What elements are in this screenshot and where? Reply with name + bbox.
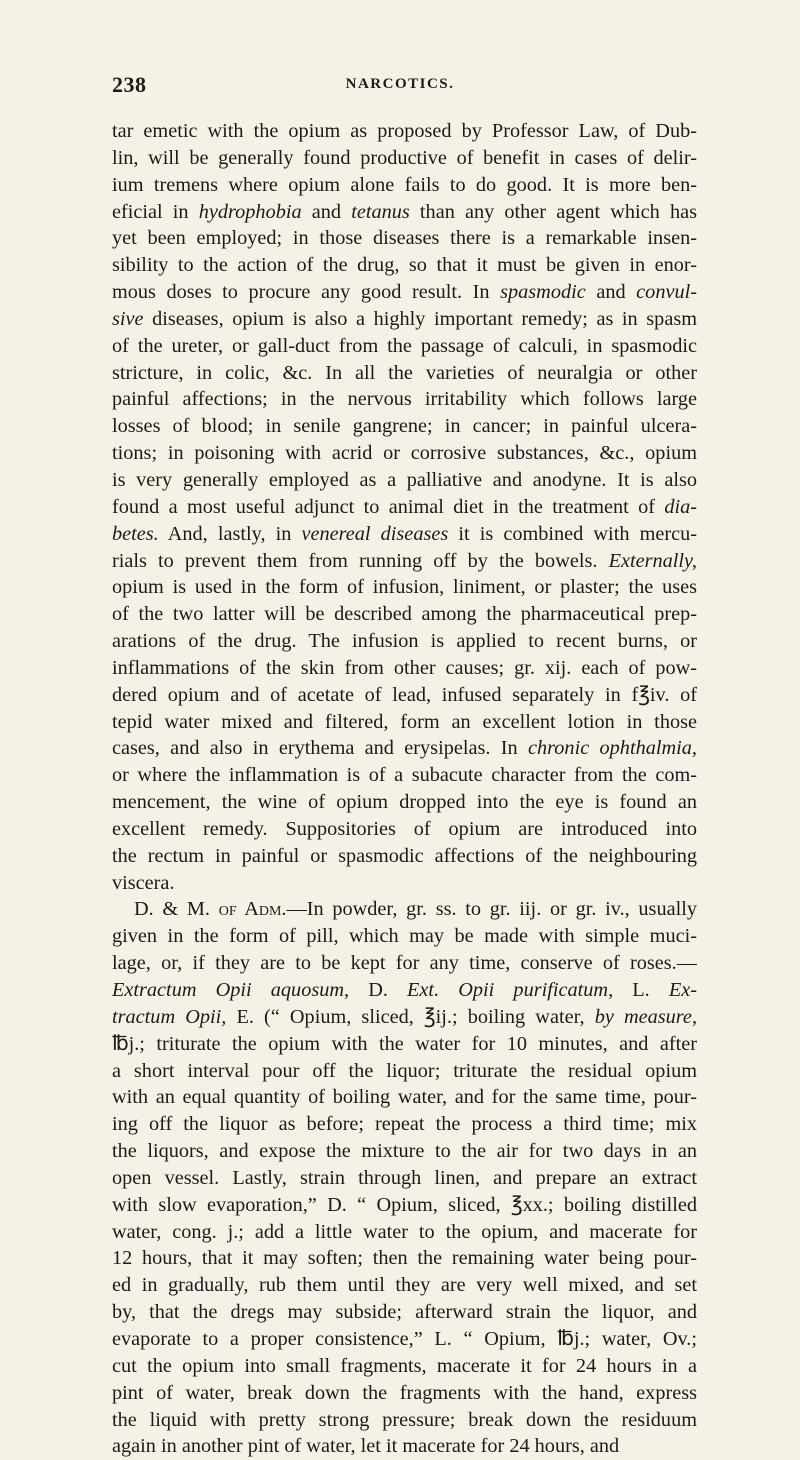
text-line: [112, 1084, 697, 1111]
italic-term: spasmodic: [500, 281, 586, 304]
text-run: ℔j.; triturate the opium with the water for 10 minutes, and after: [112, 1032, 697, 1055]
text-line: [112, 386, 697, 413]
text-run: painful affections; in the nervous irritability which follows large: [112, 388, 697, 411]
italic-term: tetanus: [351, 200, 410, 223]
text-line: [112, 413, 697, 440]
text-run: tions; in poisoning with acrid or corrosive substances, &c., opium: [112, 442, 697, 465]
text-line: [112, 923, 697, 950]
text-run: dered opium and of acetate of lead, infused separately in f℥iv. of: [112, 683, 697, 706]
running-head: NARCOTICS.: [345, 76, 455, 92]
text-run: arations of the drug. The infusion is applied to recent burns, or: [112, 630, 697, 653]
text-run: with slow evaporation,” D. “ Opium, sliced, ℥xx.; boiling distilled: [112, 1193, 697, 1216]
text-run: 12 hours, that it may soften; then the remaining water being pour-: [112, 1247, 697, 1270]
text-run: —In powder, gr. ss. to gr. iij. or gr. iv., usually: [286, 898, 697, 921]
text-run: open vessel. Lastly, strain through linen, and prepare an extract: [112, 1166, 697, 1189]
text-run: by, that the dregs may subside; afterward strain the liquor, and: [112, 1301, 697, 1324]
text-line: [112, 467, 697, 494]
text-run: eficial in: [112, 200, 199, 223]
text-run: opium is used in the form of infusion, liniment, or plaster; the uses: [112, 576, 697, 599]
text-line: [112, 1245, 697, 1272]
italic-term: Externally,: [608, 549, 697, 572]
text-line: [112, 601, 697, 628]
text-run: yet been employed; in those diseases there is a remarkable insen-: [112, 227, 697, 250]
text-line: [112, 655, 697, 682]
italic-term: sive: [112, 307, 144, 330]
text-run: lin, will be generally found productive of benefit in cases of delir-: [112, 146, 697, 169]
text-line: [112, 816, 697, 843]
text-run: losses of blood; in senile gangrene; in cancer; in painful ulcera-: [112, 415, 697, 438]
text-line: [112, 1058, 697, 1085]
text-run: found a most useful adjunct to animal diet in the treatment of: [112, 495, 665, 518]
text-run: cut the opium into small fragments, macerate it for 24 hours in a: [112, 1354, 697, 1377]
text-line: [112, 279, 697, 306]
text-line: [112, 1219, 697, 1246]
text-line: [112, 252, 697, 279]
text-line: [112, 1272, 697, 1299]
italic-term: Extractum Opii aquosum,: [112, 979, 350, 1001]
text-run: sibility to the action of the drug, so that it must be given in enor-: [112, 254, 697, 277]
text-line: [112, 118, 697, 145]
text-line: [112, 574, 697, 601]
text-line: [112, 1004, 697, 1031]
text-line: [112, 1380, 697, 1407]
italic-term: Ext. Opii purificatum,: [407, 979, 614, 1001]
text-line: [112, 1192, 697, 1219]
text-run: L.: [613, 979, 669, 1001]
text-line: [112, 628, 697, 655]
text-line: [112, 950, 697, 977]
text-run: evaporate to a proper consistence,” L. “ Opium, ℔j.; water, Ov.;: [112, 1327, 697, 1350]
text-line: [112, 1353, 697, 1380]
text-line: [112, 762, 697, 789]
text-line: [112, 1111, 697, 1138]
text-run: the liquid with pretty strong pressure; break down the residuum: [112, 1408, 697, 1431]
text-line: [112, 360, 697, 387]
text-line: [112, 548, 697, 575]
text-run: stricture, in colic, &c. In all the varieties of neuralgia or other: [112, 361, 697, 384]
text-run: pint of water, break down the fragments with the hand, express: [112, 1381, 697, 1404]
text-line: [112, 1326, 697, 1353]
text-run: viscera.: [112, 871, 175, 894]
body-text: [112, 118, 697, 1460]
text-run: cases, and also in erythema and erysipelas. In: [112, 737, 528, 760]
text-line: [112, 306, 697, 333]
italic-term: betes.: [112, 522, 159, 545]
text-line: [112, 896, 697, 923]
text-run: E. (“ Opium, sliced, ℥ij.; boiling water,: [226, 1005, 595, 1028]
text-line: [112, 199, 697, 226]
text-run: inflammations of the skin from other causes; gr. xij. each of pow-: [112, 656, 697, 679]
text-run: excellent remedy. Suppositories of opium are introduced into: [112, 817, 697, 840]
text-run: D.: [349, 979, 408, 1001]
text-line: [112, 494, 697, 521]
text-run: the liquors, and expose the mixture to the air for two days in an: [112, 1140, 697, 1163]
text-run: than any other agent which has: [409, 200, 697, 223]
text-line: [112, 521, 697, 548]
text-run: with an equal quantity of boiling water, and for the same time, pour-: [112, 1086, 697, 1109]
small-caps-term: of Adm.: [218, 898, 287, 921]
text-run: of the ureter, or gall-duct from the passage of calculi, in spasmodic: [112, 334, 697, 357]
text-run: D. & M.: [134, 898, 219, 921]
italic-term: convul-: [636, 281, 697, 304]
text-run: is very generally employed as a palliative and anodyne. It is also: [112, 468, 697, 491]
text-run: ed in gradually, rub them until they are very well mixed, and set: [112, 1274, 697, 1297]
text-line: [112, 709, 697, 736]
italic-term: Ex-: [668, 979, 697, 1001]
italic-term: venereal diseases: [301, 522, 449, 545]
text-line: [112, 172, 697, 199]
text-run: water, cong. j.; add a little water to the opium, and macerate for: [112, 1220, 697, 1243]
page-header: [0, 0, 800, 110]
text-line: [112, 1031, 697, 1058]
text-line: [112, 440, 697, 467]
text-line: [112, 682, 697, 709]
text-run: ing off the liquor as before; repeat the process a third time; mix: [112, 1113, 697, 1136]
italic-term: hydrophobia: [198, 200, 302, 223]
text-run: given in the form of pill, which may be made with simple muci-: [112, 925, 697, 948]
text-run: of the two latter will be described among the pharmaceutical prep-: [112, 603, 697, 626]
text-line: [112, 1433, 697, 1460]
text-run: tepid water mixed and filtered, form an excellent lotion in those: [112, 710, 697, 733]
text-line: [112, 1407, 697, 1434]
text-line: [112, 789, 697, 816]
text-line: [112, 843, 697, 870]
text-run: lage, or, if they are to be kept for any time, conserve of roses.—: [112, 952, 697, 975]
text-run: mous doses to procure any good result. In: [112, 281, 501, 304]
text-run: rials to prevent them from running off by the bowels.: [112, 549, 609, 572]
text-run: and: [585, 281, 637, 304]
text-run: the rectum in painful or spasmodic affections of the neighbouring: [112, 844, 697, 867]
text-line: [112, 333, 697, 360]
italic-term: dia-: [664, 495, 697, 518]
italic-term: chronic ophthalmia,: [528, 737, 697, 760]
text-run: ium tremens where opium alone fails to do good. It is more ben-: [112, 173, 697, 196]
text-run: mencement, the wine of opium dropped into the eye is found an: [112, 791, 697, 814]
text-run: And, lastly, in: [158, 522, 302, 545]
italic-term: by measure,: [594, 1005, 697, 1028]
italic-term: tractum Opii,: [112, 1005, 227, 1028]
text-line: [112, 735, 697, 762]
text-line: [112, 145, 697, 172]
text-line: [112, 1138, 697, 1165]
text-line: [112, 1299, 697, 1326]
page-number: 238: [112, 72, 147, 97]
text-line: [112, 870, 697, 897]
text-run: or where the inflammation is of a subacute character from the com-: [112, 764, 697, 787]
text-line: [112, 977, 697, 1004]
text-run: a short interval pour off the liquor; triturate the residual opium: [112, 1059, 697, 1082]
text-run: and: [301, 200, 352, 223]
text-line: [112, 225, 697, 252]
text-run: again in another pint of water, let it macerate for 24 hours, and: [112, 1435, 620, 1458]
text-run: diseases, opium is also a highly important remedy; as in spasm: [143, 307, 697, 330]
text-run: tar emetic with the opium as proposed by Professor Law, of Dub-: [112, 120, 697, 142]
text-run: it is combined with mercu-: [448, 522, 697, 545]
text-line: [112, 1165, 697, 1192]
